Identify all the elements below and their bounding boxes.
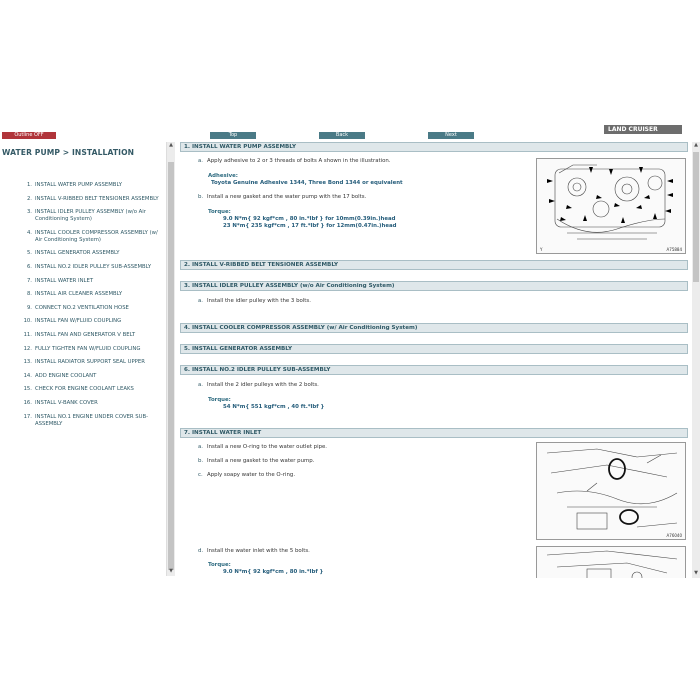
toc-item-number: 12. bbox=[23, 345, 32, 352]
content-pane bbox=[178, 142, 690, 578]
section-header-7[interactable]: 7. INSTALL WATER INLET bbox=[180, 428, 688, 438]
top-button[interactable]: Top bbox=[210, 132, 256, 139]
scroll-down-arrow-icon[interactable]: ▼ bbox=[169, 568, 173, 574]
content-scroll-thumb[interactable] bbox=[693, 152, 699, 282]
toolbar bbox=[0, 124, 700, 142]
toc-item-label[interactable]: INSTALL NO.1 ENGINE UNDER COVER SUB-ASSEMBLY bbox=[35, 413, 149, 427]
step-letter: a. bbox=[198, 298, 204, 304]
toc-item-number: 9. bbox=[26, 304, 32, 311]
section-header-4[interactable]: 4. INSTALL COOLER COMPRESSOR ASSEMBLY (w/ Air Conditioning System) bbox=[180, 323, 688, 333]
toc-item-number: 14. bbox=[23, 372, 32, 379]
scroll-down-arrow-icon[interactable]: ▼ bbox=[694, 570, 698, 576]
water-inlet-diagram-icon bbox=[537, 443, 685, 539]
toc-item-label[interactable]: INSTALL V-BANK COVER bbox=[35, 399, 98, 406]
section-header-5[interactable]: 5. INSTALL GENERATOR ASSEMBLY bbox=[180, 344, 688, 354]
toc-item[interactable] bbox=[20, 318, 166, 325]
toc-item-label[interactable]: INSTALL IDLER PULLEY ASSEMBLY (w/o Air Conditioning System) bbox=[35, 209, 146, 223]
figure-id: A76040 bbox=[666, 533, 682, 538]
step-letter: a. bbox=[198, 158, 204, 164]
sidebar-title: WATER PUMP > INSTALLATION bbox=[2, 148, 135, 157]
back-button[interactable]: Back bbox=[319, 132, 365, 139]
step-text: Apply adhesive to 2 or 3 threads of bolts A shown in the illustration. bbox=[207, 158, 391, 164]
toc-list bbox=[20, 182, 166, 434]
water-pump-illustration bbox=[536, 158, 686, 254]
toc-item-label[interactable]: INSTALL FAN AND GENERATOR V BELT bbox=[35, 331, 136, 338]
toc-item-label[interactable]: INSTALL V-RIBBED BELT TENSIONER ASSEMBLY bbox=[35, 195, 159, 202]
toc-item[interactable] bbox=[20, 264, 166, 271]
torque-label: Torque: bbox=[208, 397, 231, 403]
toc-item-number: 17. bbox=[23, 413, 32, 420]
step-letter: b. bbox=[198, 194, 204, 200]
toc-item-label[interactable]: INSTALL COOLER COMPRESSOR ASSEMBLY (w/ Air Conditioning System) bbox=[35, 229, 158, 243]
sidebar-scrollbar[interactable] bbox=[166, 142, 175, 576]
toc-item-number: 2. bbox=[26, 195, 32, 202]
section-header-1[interactable]: 1. INSTALL WATER PUMP ASSEMBLY bbox=[180, 142, 688, 152]
toc-item[interactable] bbox=[20, 291, 166, 298]
toc-item-label[interactable]: INSTALL RADIATOR SUPPORT SEAL UPPER bbox=[35, 359, 145, 366]
toc-item-label[interactable]: INSTALL NO.2 IDLER PULLEY SUB-ASSEMBLY bbox=[35, 263, 152, 270]
toc-item-number: 4. bbox=[26, 229, 32, 236]
toc-item-number: 11. bbox=[23, 331, 32, 338]
toc-item[interactable] bbox=[20, 386, 166, 393]
toc-item[interactable] bbox=[20, 359, 166, 366]
water-inlet-bolts-illustration bbox=[536, 546, 686, 578]
toc-item-label[interactable]: INSTALL WATER INLET bbox=[35, 277, 94, 284]
figure-id: A75884 bbox=[666, 247, 682, 252]
torque-label: Torque: bbox=[208, 562, 231, 568]
toc-item-label[interactable]: INSTALL WATER PUMP ASSEMBLY bbox=[35, 182, 122, 188]
step-text: Install a new gasket and the water pump with the 17 bolts. bbox=[207, 194, 367, 200]
toc-item[interactable] bbox=[20, 209, 166, 223]
toc-item-label[interactable]: INSTALL GENERATOR ASSEMBLY bbox=[35, 250, 120, 257]
content-scrollbar[interactable] bbox=[692, 142, 700, 578]
toc-item-number: 16. bbox=[23, 399, 32, 406]
step-3a bbox=[198, 298, 311, 305]
torque-value-1: 54 N*m{ 551 kgf*cm , 40 ft.*lbf } bbox=[223, 404, 325, 410]
step-letter: d. bbox=[198, 548, 204, 554]
step-text: Install the idler pulley with the 3 bolts. bbox=[207, 298, 311, 304]
toc-item-number: 10. bbox=[23, 318, 32, 325]
model-label: LAND CRUISER bbox=[604, 125, 682, 134]
outline-toggle-button[interactable]: Outline OFF bbox=[2, 132, 56, 139]
toc-item[interactable] bbox=[20, 400, 166, 407]
toc-item-label[interactable]: FULLY TIGHTEN FAN W/FLUID COUPLING bbox=[35, 345, 141, 352]
step-1b bbox=[198, 194, 366, 201]
adhesive-value: Toyota Genuine Adhesive 1344, Three Bond 1344 or equivalent bbox=[211, 180, 403, 186]
toc-item-number: 6. bbox=[26, 263, 32, 270]
toc-item[interactable] bbox=[20, 196, 166, 203]
step-7d bbox=[198, 548, 310, 555]
step-letter: a. bbox=[198, 444, 204, 450]
toc-item[interactable] bbox=[20, 278, 166, 285]
scroll-up-arrow-icon[interactable]: ▲ bbox=[169, 142, 173, 148]
section-header-2[interactable]: 2. INSTALL V-RIBBED BELT TENSIONER ASSEMBLY bbox=[180, 260, 688, 270]
water-inlet-illustration bbox=[536, 442, 686, 540]
toc-item[interactable] bbox=[20, 305, 166, 312]
engine-diagram-icon bbox=[537, 159, 685, 253]
toc-item[interactable] bbox=[20, 332, 166, 339]
toc-item-number: 15. bbox=[23, 386, 32, 393]
adhesive-label: Adhesive: bbox=[208, 173, 238, 179]
toc-item-number: 5. bbox=[26, 250, 32, 257]
toc-item[interactable] bbox=[20, 414, 166, 428]
step-1a bbox=[198, 158, 391, 165]
torque-value-1: 9.0 N*m{ 92 kgf*cm , 80 in.*lbf } bbox=[223, 569, 324, 575]
bolts-diagram-icon bbox=[537, 547, 685, 578]
toc-item[interactable] bbox=[20, 346, 166, 353]
step-letter: b. bbox=[198, 458, 204, 464]
sidebar bbox=[0, 142, 176, 578]
toc-item-number: 3. bbox=[26, 209, 32, 216]
sidebar-scroll-thumb[interactable] bbox=[168, 162, 174, 570]
step-6a bbox=[198, 382, 319, 389]
step-7a bbox=[198, 444, 327, 451]
toc-item-label[interactable]: CONNECT NO.2 VENTILATION HOSE bbox=[35, 304, 129, 311]
toc-item-label[interactable]: CHECK FOR ENGINE COOLANT LEAKS bbox=[35, 386, 134, 393]
torque-label: Torque: bbox=[208, 209, 231, 215]
section-header-6[interactable]: 6. INSTALL NO.2 IDLER PULLEY SUB-ASSEMBLY bbox=[180, 365, 688, 375]
torque-value-1: 9.0 N*m{ 92 kgf*cm , 80 in.*lbf } for 10mm(0.39in.)head bbox=[223, 216, 396, 222]
figure-corner-label: Y bbox=[540, 247, 543, 252]
toc-item-label[interactable]: INSTALL AIR CLEANER ASSEMBLY bbox=[35, 291, 123, 298]
toc-item[interactable] bbox=[20, 230, 166, 244]
toc-item[interactable] bbox=[20, 182, 166, 189]
toc-item-number: 1. bbox=[26, 182, 32, 188]
scroll-up-arrow-icon[interactable]: ▲ bbox=[694, 142, 698, 148]
step-7c bbox=[198, 472, 295, 479]
section-header-3[interactable]: 3. INSTALL IDLER PULLEY ASSEMBLY (w/o Air Conditioning System) bbox=[180, 281, 688, 291]
step-text: Install the water inlet with the 5 bolts. bbox=[207, 548, 310, 554]
torque-value-2: 23 N*m{ 235 kgf*cm , 17 ft.*lbf } for 12mm(0.47in.)head bbox=[223, 223, 397, 229]
step-letter: c. bbox=[198, 472, 203, 478]
toc-item-number: 8. bbox=[26, 291, 32, 298]
toc-item-label[interactable]: ADD ENGINE COOLANT bbox=[35, 372, 97, 379]
step-text: Apply soapy water to the O-ring. bbox=[207, 472, 296, 478]
step-text: Install a new gasket to the water pump. bbox=[207, 458, 315, 464]
toc-item-number: 7. bbox=[26, 277, 32, 284]
next-button[interactable]: Next bbox=[428, 132, 474, 139]
toc-item-label[interactable]: INSTALL FAN W/FLUID COUPLING bbox=[35, 318, 122, 325]
toc-item[interactable] bbox=[20, 373, 166, 380]
step-text: Install the 2 idler pulleys with the 2 bolts. bbox=[207, 382, 319, 388]
step-letter: a. bbox=[198, 382, 204, 388]
step-text: Install a new O-ring to the water outlet pipe. bbox=[207, 444, 328, 450]
toc-item[interactable] bbox=[20, 250, 166, 257]
manual-viewer bbox=[0, 124, 700, 578]
toc-item-number: 13. bbox=[23, 359, 32, 366]
step-7b bbox=[198, 458, 314, 465]
